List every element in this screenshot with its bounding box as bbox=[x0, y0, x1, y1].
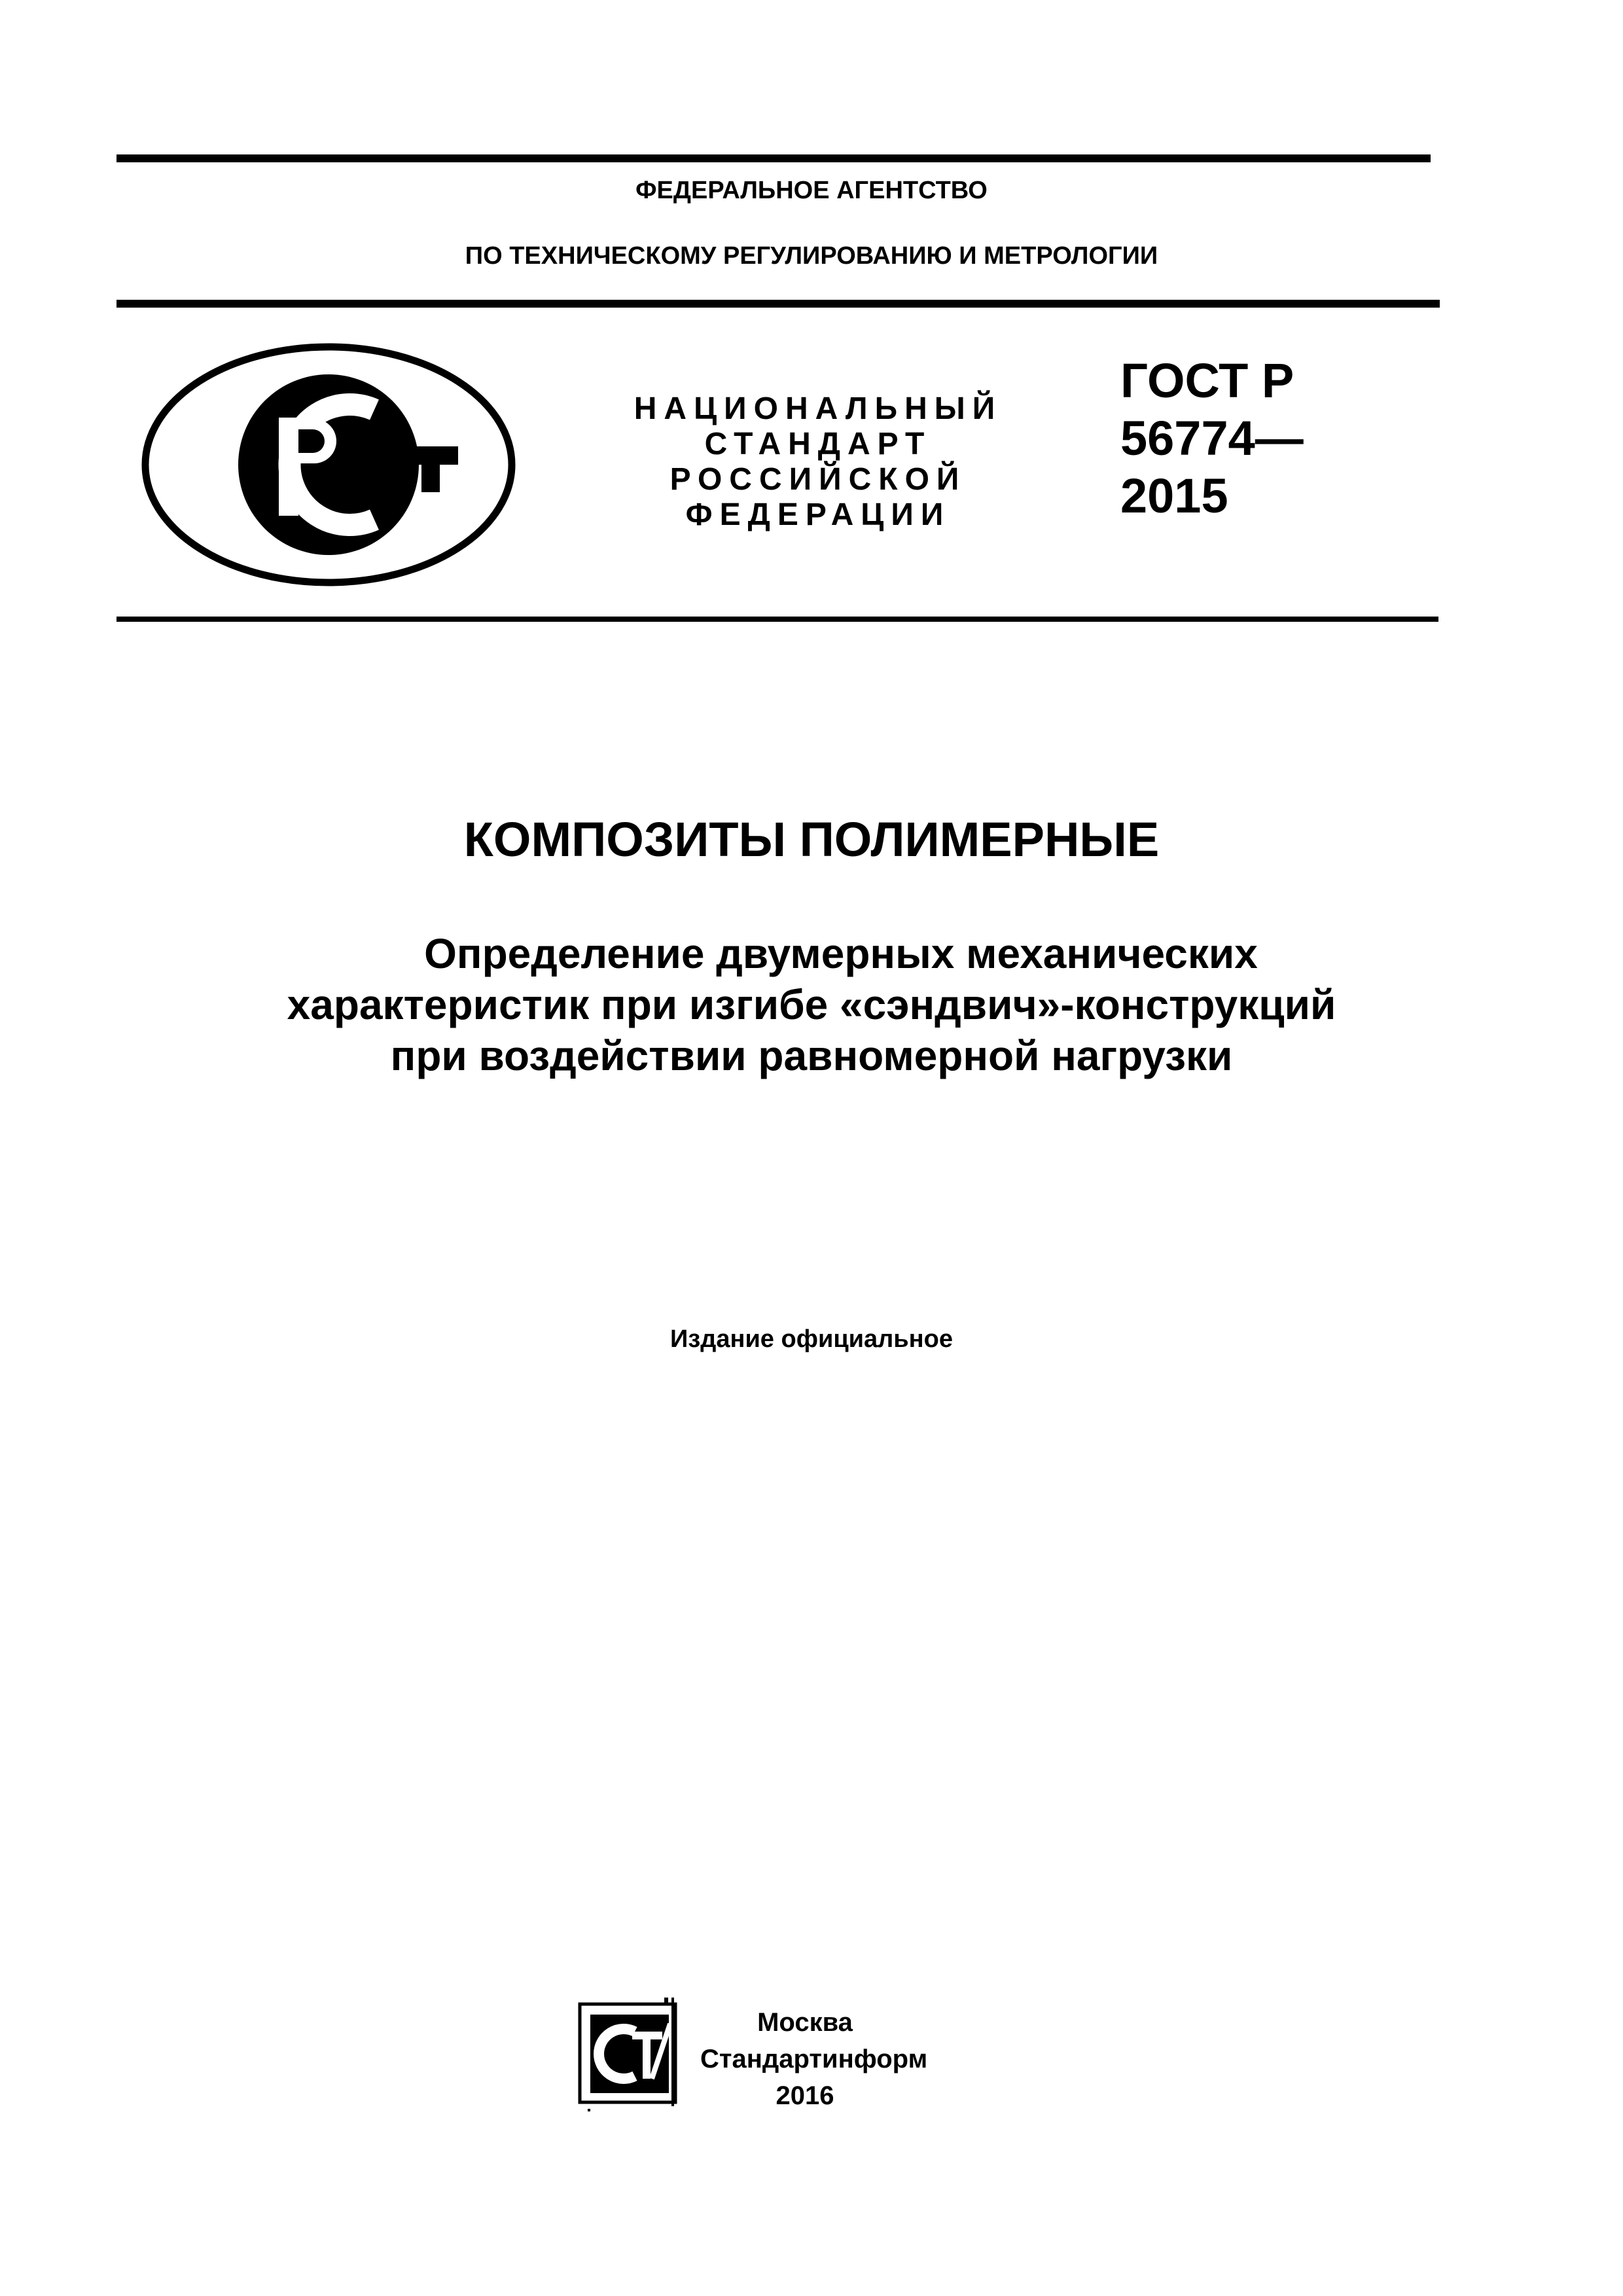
publisher-city: Москва bbox=[757, 2008, 853, 2037]
document-subtitle-line3: при воздействии равномерной нагрузки bbox=[390, 1032, 1233, 1079]
agency-name-line1: ФЕДЕРАЛЬНОЕ АГЕНТСТВО bbox=[635, 177, 988, 204]
document-subtitle-line2: характеристик при изгибе «сэндвич»-конструкций bbox=[287, 981, 1336, 1028]
rst-logo-icon bbox=[139, 340, 518, 589]
national-standard-label bbox=[628, 391, 1008, 533]
national-standard-line4: ФЕДЕРАЦИИ bbox=[685, 497, 951, 532]
publisher-name: Стандартинформ bbox=[700, 2045, 928, 2073]
gost-designation bbox=[1120, 352, 1304, 525]
national-standard-line1: НАЦИОНАЛЬНЫЙ bbox=[633, 391, 1003, 426]
publisher-block bbox=[700, 2004, 928, 2114]
national-standard-line2: СТАНДАРТ bbox=[704, 427, 932, 461]
header-rule-middle bbox=[116, 300, 1440, 308]
gost-designation-line3: 2015 bbox=[1120, 469, 1228, 523]
gost-designation-line1: ГОСТ Р bbox=[1120, 353, 1294, 408]
header-rule-top bbox=[116, 154, 1431, 162]
document-subtitle-line1: Определение двумерных механических bbox=[424, 930, 1258, 977]
gost-designation-line2: 56774— bbox=[1120, 411, 1304, 465]
edition-label: Издание официальное bbox=[670, 1325, 953, 1353]
standartinform-logo-icon bbox=[575, 1995, 686, 2113]
publisher-year: 2016 bbox=[776, 2081, 834, 2110]
header-rule-bottom bbox=[116, 617, 1438, 622]
document-subtitle bbox=[0, 928, 1623, 1081]
agency-name-line2: ПО ТЕХНИЧЕСКОМУ РЕГУЛИРОВАНИЮ И МЕТРОЛОГИИ bbox=[465, 242, 1158, 270]
document-title: КОМПОЗИТЫ ПОЛИМЕРНЫЕ bbox=[463, 812, 1160, 867]
national-standard-line3: РОССИЙСКОЙ bbox=[669, 462, 967, 497]
